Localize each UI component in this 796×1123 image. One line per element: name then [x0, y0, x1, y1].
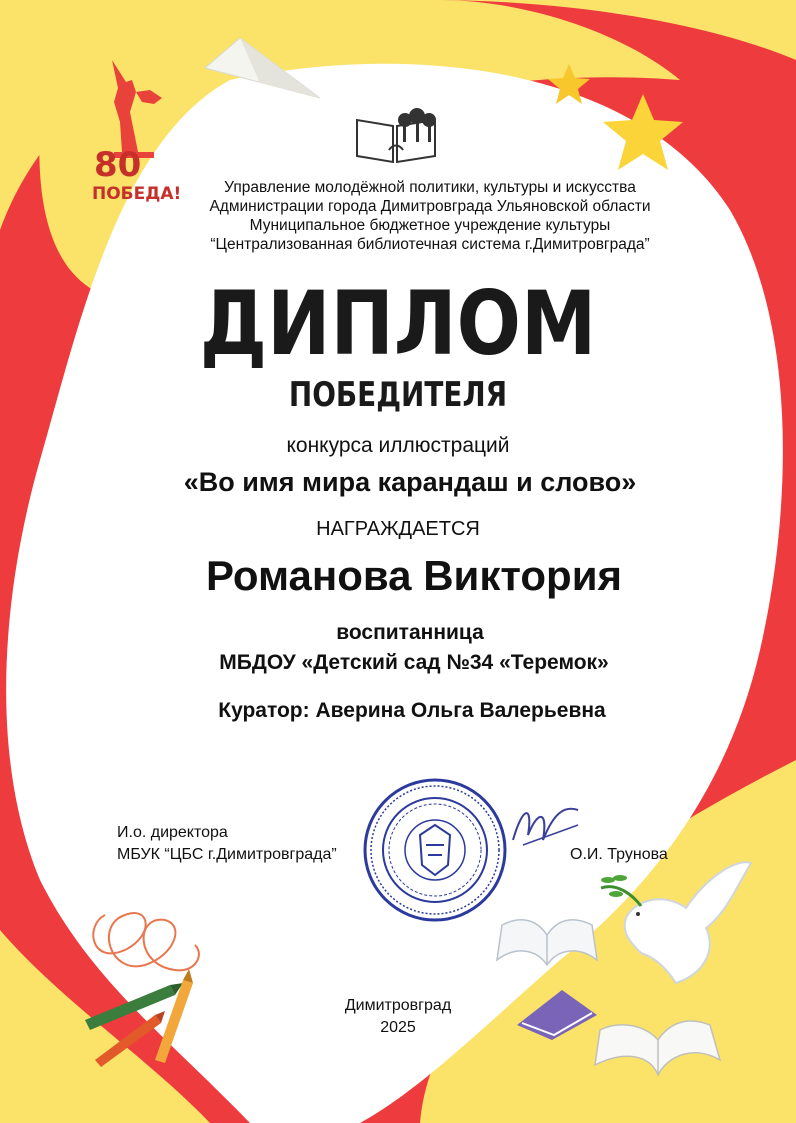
curator: Куратор: Аверина Ольга Валерьевна — [218, 699, 606, 722]
header-line-3: Муниципальное бюджетное учреждение культуры — [249, 217, 611, 234]
header-line-2: Администрации города Димитровграда Ульяновской области — [209, 198, 651, 215]
header-line-1: Управление молодёжной политики, культуры и искусства — [224, 179, 636, 196]
header-line-4: “Централизованная библиотечная система г.Димитровграда” — [210, 236, 650, 253]
handwritten-signature-icon — [508, 795, 583, 855]
contest-name: «Во имя мира карандаш и слово» — [183, 467, 637, 497]
star-large-icon — [598, 90, 688, 175]
diploma-subtitle: ПОБЕДИТЕЛЯ — [288, 375, 508, 415]
dove-icon — [596, 858, 756, 993]
footer-year: 2025 — [380, 1019, 416, 1036]
library-logo-icon — [353, 106, 441, 168]
signer-position-line-1: И.о. директора — [117, 824, 228, 841]
recipient-institution: МБДОУ «Детский сад №34 «Теремок» — [219, 651, 609, 674]
crayons-scribble-icon — [65, 895, 225, 1075]
footer-city: Димитровград — [344, 997, 452, 1014]
paper-plane-icon — [200, 28, 325, 103]
contest-type: конкурса иллюстраций — [286, 434, 510, 457]
official-stamp-icon — [360, 775, 510, 925]
awarded-label: НАГРАЖДАЕТСЯ — [316, 518, 480, 540]
diploma-title: ДИПЛОМ — [199, 272, 597, 375]
open-book-icon — [492, 910, 602, 975]
emblem-number: 80 — [94, 145, 142, 185]
recipient-role: воспитанница — [336, 621, 484, 644]
recipient-name: Романова Виктория — [205, 552, 623, 599]
emblem-word: ПОБЕДА! — [92, 184, 182, 204]
star-small-icon — [545, 60, 593, 108]
signer-position-line-2: МБУК “ЦБС г.Димитровграда” — [117, 846, 337, 863]
signer-name: О.И. Трунова — [570, 846, 668, 863]
